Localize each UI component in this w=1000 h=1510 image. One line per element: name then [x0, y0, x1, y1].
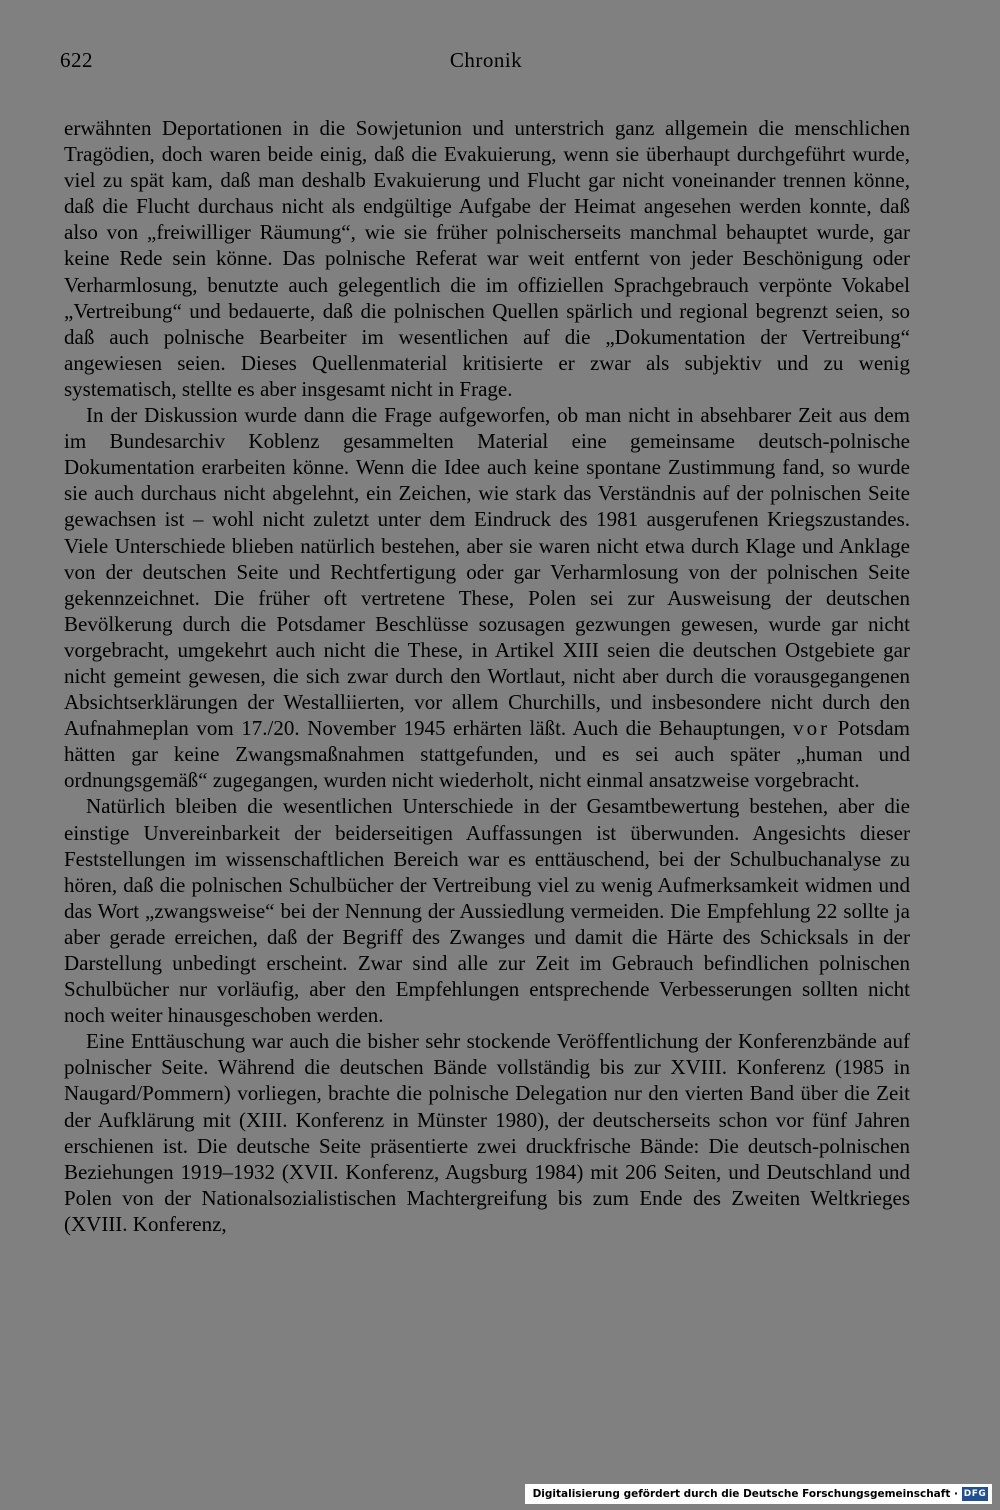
- paragraph-1: erwähnten Deportationen in die Sowjetunion und unterstrich ganz allgemein die menschlichen Tragödien, doch waren beide einig, daß die Evakuierung, wenn sie überhaupt durchgeführt wurde, viel zu spät kam, daß man deshalb Evakuierung und Flucht gar nicht voneinander trennen könne, daß die Flucht durchaus nicht als endgültige Aufgabe der Heimat angesehen werden konnte, daß also von „freiwilliger Räumung“, wie sie früher polnischerseits manchmal behauptet wurde, gar keine Rede sein könne. Das polnische Referat war weit entfernt von jeder Beschönigung oder Verharmlosung, benutzte auch gelegentlich die im offiziellen Sprachgebrauch verpönte Vokabel „Vertreibung“ und bedauerte, daß die polnischen Quellen spärlich und regional begrenzt seien, so daß auch polnische Bearbeiter im wesentlichen auf die „Dokumentation der Vertreibung“ angewiesen seien. Dieses Quellenmaterial kritisierte er zwar als subjektiv und zu wenig systematisch, stellte es aber insgesamt nicht in Frage.: [64, 116, 910, 401]
- paragraph-4: Eine Enttäuschung war auch die bisher sehr stockende Veröffentlichung der Konferenzbände auf polnischer Seite. Während die deutschen Bände vollständig bis zur XVIII. Konferenz (1985 in Naugard/Pommern) vorliegen, brachte die polnische Delegation nur den vierten Band über die Zeit der Aufklärung mit (XIII. Konferenz in Münster 1980), der deutscherseits schon vor fünf Jahren erschienen ist. Die deutsche Seite präsentierte zwei druckfrische Bände: Die deutsch-polnischen Beziehungen 1919–1932 (XVII. Konferenz, Augsburg 1984) mit 206 Seiten, und Deutschland und Polen von der Nationalsozialistischen Machtergreifung bis zum Ende des Zweiten Weltkrieges (XVIII. Konferenz,: [64, 1029, 910, 1236]
- paragraph-2: [64, 402, 910, 793]
- page-number: 622: [60, 48, 93, 72]
- body-text: [64, 115, 910, 1237]
- paragraph-2-text-start: In der Diskussion wurde dann die Frage aufgeworfen, ob man nicht in absehbarer Zeit aus dem im Bundesarchiv Koblenz gesammelten Material eine gemeinsame deutsch-polnische Dokumentation erarbeiten könne. Wenn die Idee auch keine spontane Zustimmung fand, so wurde sie auch durchaus nicht abgelehnt, ein Zeichen, wie stark das Verständnis auf der polnischen Seite gewachsen ist – wohl nicht zuletzt unter dem Eindruck des 1981 ausgerufenen Kriegszustandes. Viele Unterschiede blieben natürlich bestehen, aber sie waren nicht etwa durch Klage und Anklage von der deutschen Seite und Rechtfertigung oder gar Verharmlosung von der polnischen Seite gekennzeichnet. Die früher oft vertretene These, Polen sei zur Ausweisung der deutschen Bevölkerung durch die Potsdamer Beschlüsse sozusagen gezwungen gewesen, wurde gar nicht vorgebracht, umgekehrt auch nicht die These, in Artikel XIII seien die deutschen Ostgebiete gar nicht gemeint gewesen, die sich zwar durch den Wortlaut, nicht aber durch die vorausgegangenen Absichtserklärungen der Westalliierten, vor allem Churchills, und insbesondere nicht durch den Aufnahmeplan vom 17./20. November 1945 erhärten läßt. Auch die Behauptungen,: [64, 403, 910, 741]
- paragraph-3: Natürlich bleiben die wesentlichen Unterschiede in der Gesamtbewertung bestehen, aber die einstige Unvereinbarkeit der beiderseitigen Auffassungen ist überwunden. Angesichts dieser Feststellungen im wissenschaftlichen Bereich war es enttäuschend, bei der Schulbuchanalyse zu hören, daß die polnischen Schulbücher der Vertreibung viel zu wenig Aufmerksamkeit widmen und das Wort „zwangsweise“ bei der Nennung der Aussiedlung vermeiden. Die Empfehlung 22 sollte ja aber gerade erreichen, daß der Begriff des Zwanges und damit die Härte des Schicksals in der Darstellung unbedingt erscheint. Zwar sind alle zur Zeit im Gebrauch befindlichen polnischen Schulbücher nur vorläufig, aber den Empfehlungen entsprechende Verbesserungen sollten nicht noch weiter hinausgeschoben werden.: [64, 794, 910, 1028]
- dfg-logo: DFG: [963, 1489, 987, 1499]
- running-head: Chronik: [449, 48, 523, 72]
- paragraph-2-text-end: Potsdam hätten gar keine Zwangsmaßnahmen stattgefunden, und es sei auch später „human und ordnungsgemäß“ zugegangen, wurden nicht wiederholt, nicht einmal ansatzweise vorgebracht.: [64, 716, 911, 793]
- emphasized-word: vor: [793, 716, 831, 741]
- footer-credit: Digitalisierung gefördert durch die Deutsche Forschungsgemeinschaft ·: [532, 1488, 958, 1500]
- digitization-footer: [525, 1484, 992, 1504]
- page-header: [60, 48, 912, 80]
